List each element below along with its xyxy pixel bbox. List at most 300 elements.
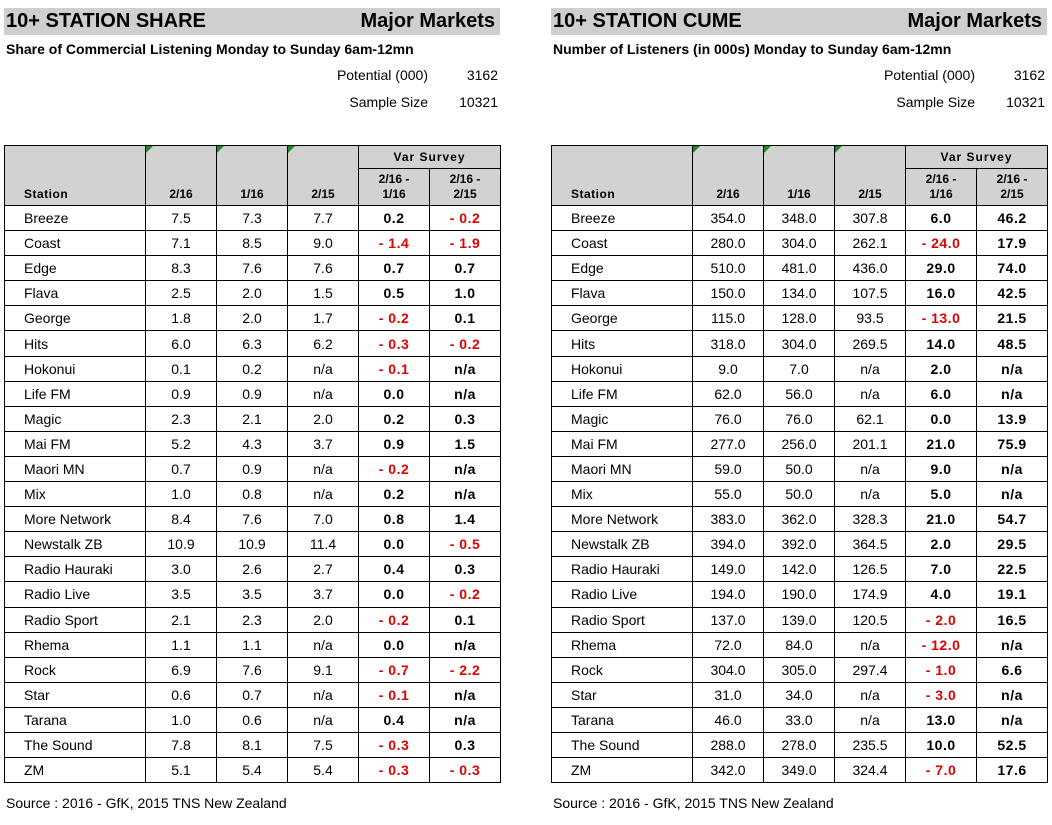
value-2-15: 364.5	[835, 532, 906, 557]
var-vs-1-16: 2.0	[906, 532, 977, 557]
table-row	[5, 381, 501, 406]
var-vs-2-15: 19.1	[977, 582, 1048, 607]
value-2-16: 6.0	[146, 331, 217, 356]
var-vs-2-15: n/a	[430, 632, 501, 657]
value-2-16: 7.1	[146, 231, 217, 256]
value-2-15: n/a	[288, 356, 359, 381]
table-row	[5, 356, 501, 381]
share-title: 10+ STATION SHARE	[6, 10, 206, 32]
value-1-16: 7.6	[217, 256, 288, 281]
var-vs-2-15: 22.5	[977, 557, 1048, 582]
value-1-16: 34.0	[764, 682, 835, 707]
value-2-16: 8.4	[146, 507, 217, 532]
value-2-15: 120.5	[835, 607, 906, 632]
var-vs-1-16: - 0.2	[359, 456, 430, 481]
var-vs-2-15: 21.5	[977, 306, 1048, 331]
table-row	[5, 657, 501, 682]
table-row	[5, 482, 501, 507]
value-2-15: 5.4	[288, 758, 359, 783]
table-row	[5, 632, 501, 657]
table-row	[5, 231, 501, 256]
value-2-16: 383.0	[693, 507, 764, 532]
station-name: Radio Live	[5, 582, 146, 607]
var-vs-1-16: 0.0	[359, 632, 430, 657]
station-name: Breeze	[552, 206, 693, 231]
share-panel	[4, 8, 500, 779]
table-row	[552, 758, 1048, 783]
station-name: The Sound	[5, 732, 146, 757]
cume-subtitle: Number of Listeners (in 000s) Monday to Sunday 6am-12mn	[553, 41, 952, 57]
station-name: Radio Hauraki	[552, 557, 693, 582]
table-row	[552, 356, 1048, 381]
sample-size-label: Sample Size	[349, 93, 428, 110]
value-2-15: 62.1	[835, 406, 906, 431]
station-name: Radio Sport	[552, 607, 693, 632]
value-2-15: 2.0	[288, 607, 359, 632]
cume-table-header	[552, 146, 1048, 206]
value-2-16: 2.3	[146, 406, 217, 431]
var-vs-1-16: - 0.1	[359, 356, 430, 381]
var-vs-2-15: 17.6	[977, 758, 1048, 783]
value-2-15: 107.5	[835, 281, 906, 306]
var-vs-2-15: 6.6	[977, 657, 1048, 682]
value-1-16: 256.0	[764, 431, 835, 456]
value-1-16: 348.0	[764, 206, 835, 231]
station-name: Rock	[552, 657, 693, 682]
table-row	[552, 657, 1048, 682]
value-1-16: 278.0	[764, 732, 835, 757]
var-vs-2-15: 75.9	[977, 431, 1048, 456]
value-2-15: 7.7	[288, 206, 359, 231]
station-name: Maori MN	[552, 456, 693, 481]
period-2-16-header: 2/16	[693, 146, 764, 206]
var-survey-header: Var Survey	[359, 146, 501, 169]
value-1-16: 0.7	[217, 682, 288, 707]
period-1-16-header: 1/16	[764, 146, 835, 206]
var-vs-1-16: 0.9	[359, 431, 430, 456]
share-table	[4, 145, 501, 783]
comment-marker-icon	[146, 146, 153, 153]
table-row	[552, 231, 1048, 256]
var-vs-1-16: 0.5	[359, 281, 430, 306]
station-name: Life FM	[5, 381, 146, 406]
value-1-16: 362.0	[764, 507, 835, 532]
table-row	[552, 431, 1048, 456]
value-1-16: 134.0	[764, 281, 835, 306]
cume-source-note: Source : 2016 - GfK, 2015 TNS New Zealand	[553, 795, 834, 811]
value-2-16: 7.5	[146, 206, 217, 231]
value-2-15: 11.4	[288, 532, 359, 557]
cume-title-bar	[551, 8, 1047, 35]
value-1-16: 1.1	[217, 632, 288, 657]
cume-table-body	[552, 206, 1048, 783]
station-column-header: Station	[5, 146, 146, 206]
table-row	[5, 306, 501, 331]
table-row	[5, 682, 501, 707]
value-2-15: 436.0	[835, 256, 906, 281]
table-row	[552, 206, 1048, 231]
value-1-16: 3.5	[217, 582, 288, 607]
table-row	[5, 431, 501, 456]
station-name: Hits	[5, 331, 146, 356]
value-2-16: 62.0	[693, 381, 764, 406]
value-1-16: 0.8	[217, 482, 288, 507]
sample-size-value: 10321	[1006, 93, 1045, 110]
var-vs-2-15: n/a	[977, 682, 1048, 707]
value-2-15: 7.0	[288, 507, 359, 532]
value-2-16: 2.5	[146, 281, 217, 306]
value-1-16: 2.0	[217, 306, 288, 331]
table-row	[5, 331, 501, 356]
var-vs-1-16: 6.0	[906, 381, 977, 406]
var-vs-2-15: 17.9	[977, 231, 1048, 256]
var-vs-2-15: - 0.2	[430, 331, 501, 356]
table-row	[5, 582, 501, 607]
comment-marker-icon	[835, 146, 842, 153]
var-vs-2-15: 46.2	[977, 206, 1048, 231]
period-2-15-header: 2/15	[835, 146, 906, 206]
value-2-15: n/a	[288, 632, 359, 657]
value-1-16: 7.3	[217, 206, 288, 231]
value-2-15: 9.0	[288, 231, 359, 256]
var-vs-1-16: 0.2	[359, 406, 430, 431]
value-1-16: 0.9	[217, 456, 288, 481]
value-1-16: 2.0	[217, 281, 288, 306]
table-row	[5, 532, 501, 557]
var-vs-1-16: - 0.1	[359, 682, 430, 707]
var-vs-2-15: 29.5	[977, 532, 1048, 557]
station-name: Rhema	[552, 632, 693, 657]
var-vs-2-15: 74.0	[977, 256, 1048, 281]
period-2-16-header: 2/16	[146, 146, 217, 206]
value-2-15: 201.1	[835, 431, 906, 456]
value-2-16: 1.1	[146, 632, 217, 657]
share-table-header	[5, 146, 501, 206]
station-name: Mai FM	[5, 431, 146, 456]
station-name: Newstalk ZB	[552, 532, 693, 557]
table-row	[5, 707, 501, 732]
table-row	[5, 456, 501, 481]
var-vs-2-15: 0.1	[430, 306, 501, 331]
var-vs-1-16: - 0.7	[359, 657, 430, 682]
value-2-15: 7.5	[288, 732, 359, 757]
var-vs-1-16: 21.0	[906, 431, 977, 456]
value-2-16: 318.0	[693, 331, 764, 356]
var-vs-2-15: - 0.2	[430, 206, 501, 231]
value-2-16: 3.0	[146, 557, 217, 582]
value-1-16: 7.6	[217, 657, 288, 682]
comment-marker-icon	[693, 146, 700, 153]
station-name: Star	[5, 682, 146, 707]
var-vs-2-15: 48.5	[977, 331, 1048, 356]
var-vs-1-16: 29.0	[906, 256, 977, 281]
var-vs-1-16: 0.0	[359, 532, 430, 557]
value-2-16: 55.0	[693, 482, 764, 507]
value-1-16: 0.2	[217, 356, 288, 381]
var-vs-1-16: - 0.3	[359, 758, 430, 783]
value-2-16: 149.0	[693, 557, 764, 582]
value-2-15: 235.5	[835, 732, 906, 757]
table-row	[552, 707, 1048, 732]
var-vs-1-16: - 0.2	[359, 306, 430, 331]
value-2-16: 342.0	[693, 758, 764, 783]
var-2-16-vs-2-15-header: 2/16 - 2/15	[430, 169, 501, 206]
table-row	[552, 256, 1048, 281]
value-2-15: 307.8	[835, 206, 906, 231]
value-2-16: 1.8	[146, 306, 217, 331]
table-row	[5, 758, 501, 783]
var-vs-1-16: 14.0	[906, 331, 977, 356]
var-vs-1-16: 2.0	[906, 356, 977, 381]
table-row	[552, 482, 1048, 507]
var-vs-1-16: 10.0	[906, 732, 977, 757]
value-1-16: 56.0	[764, 381, 835, 406]
var-vs-2-15: n/a	[977, 632, 1048, 657]
share-sample-row	[4, 88, 500, 115]
value-2-16: 10.9	[146, 532, 217, 557]
var-vs-2-15: 13.9	[977, 406, 1048, 431]
station-name: Star	[552, 682, 693, 707]
var-vs-2-15: 0.1	[430, 607, 501, 632]
table-row	[552, 406, 1048, 431]
value-2-16: 510.0	[693, 256, 764, 281]
var-vs-1-16: 0.0	[906, 406, 977, 431]
value-1-16: 10.9	[217, 532, 288, 557]
var-vs-2-15: 0.7	[430, 256, 501, 281]
var-vs-1-16: 6.0	[906, 206, 977, 231]
station-name: Mix	[552, 482, 693, 507]
value-2-16: 354.0	[693, 206, 764, 231]
var-2-16-vs-1-16-header: 2/16 - 1/16	[906, 169, 977, 206]
var-vs-1-16: 0.4	[359, 557, 430, 582]
value-1-16: 0.6	[217, 707, 288, 732]
station-name: Hokonui	[5, 356, 146, 381]
value-2-16: 59.0	[693, 456, 764, 481]
var-vs-1-16: - 0.3	[359, 331, 430, 356]
value-1-16: 5.4	[217, 758, 288, 783]
value-2-15: 269.5	[835, 331, 906, 356]
var-vs-1-16: - 7.0	[906, 758, 977, 783]
var-vs-2-15: 1.0	[430, 281, 501, 306]
var-vs-1-16: - 13.0	[906, 306, 977, 331]
table-row	[552, 732, 1048, 757]
station-name: Mix	[5, 482, 146, 507]
station-name: George	[5, 306, 146, 331]
value-2-15: 1.7	[288, 306, 359, 331]
value-2-15: 3.7	[288, 582, 359, 607]
value-1-16: 50.0	[764, 482, 835, 507]
station-column-header: Station	[552, 146, 693, 206]
share-meta	[4, 61, 500, 115]
value-1-16: 481.0	[764, 256, 835, 281]
var-vs-1-16: 0.2	[359, 206, 430, 231]
table-row	[5, 732, 501, 757]
var-vs-2-15: - 0.5	[430, 532, 501, 557]
var-vs-1-16: - 1.0	[906, 657, 977, 682]
comment-marker-icon	[217, 146, 224, 153]
var-vs-1-16: 0.0	[359, 582, 430, 607]
table-row	[552, 582, 1048, 607]
potential-label: Potential (000)	[883, 66, 975, 83]
value-2-15: 93.5	[835, 306, 906, 331]
value-2-16: 0.7	[146, 456, 217, 481]
station-name: Tarana	[552, 707, 693, 732]
station-name: Flava	[5, 281, 146, 306]
var-vs-2-15: n/a	[430, 682, 501, 707]
var-vs-1-16: - 12.0	[906, 632, 977, 657]
var-vs-2-15: n/a	[430, 482, 501, 507]
var-vs-2-15: 54.7	[977, 507, 1048, 532]
station-name: George	[552, 306, 693, 331]
value-1-16: 128.0	[764, 306, 835, 331]
var-vs-2-15: n/a	[977, 707, 1048, 732]
value-2-16: 115.0	[693, 306, 764, 331]
table-row	[552, 456, 1048, 481]
value-2-15: 324.4	[835, 758, 906, 783]
var-vs-2-15: n/a	[430, 356, 501, 381]
value-2-15: 297.4	[835, 657, 906, 682]
var-vs-1-16: 5.0	[906, 482, 977, 507]
value-2-16: 6.9	[146, 657, 217, 682]
value-2-16: 394.0	[693, 532, 764, 557]
table-row	[552, 532, 1048, 557]
var-vs-1-16: 0.0	[359, 381, 430, 406]
value-1-16: 8.5	[217, 231, 288, 256]
station-name: Flava	[552, 281, 693, 306]
station-name: Hits	[552, 331, 693, 356]
value-2-15: n/a	[835, 682, 906, 707]
share-table-body	[5, 206, 501, 783]
value-2-15: 126.5	[835, 557, 906, 582]
var-2-16-vs-1-16-header: 2/16 - 1/16	[359, 169, 430, 206]
cume-market-label: Major Markets	[907, 10, 1042, 32]
table-row	[552, 381, 1048, 406]
station-name: Breeze	[5, 206, 146, 231]
value-2-16: 277.0	[693, 431, 764, 456]
var-vs-1-16: 21.0	[906, 507, 977, 532]
var-vs-1-16: 16.0	[906, 281, 977, 306]
value-2-16: 76.0	[693, 406, 764, 431]
table-row	[5, 406, 501, 431]
share-market-label: Major Markets	[360, 10, 495, 32]
station-name: Radio Hauraki	[5, 557, 146, 582]
value-1-16: 7.0	[764, 356, 835, 381]
var-vs-2-15: 16.5	[977, 607, 1048, 632]
value-1-16: 2.3	[217, 607, 288, 632]
value-2-15: 262.1	[835, 231, 906, 256]
var-vs-1-16: 0.7	[359, 256, 430, 281]
value-1-16: 349.0	[764, 758, 835, 783]
table-row	[5, 557, 501, 582]
value-2-15: 1.5	[288, 281, 359, 306]
station-name: More Network	[552, 507, 693, 532]
var-vs-2-15: - 1.9	[430, 231, 501, 256]
table-row	[552, 331, 1048, 356]
value-2-15: n/a	[288, 381, 359, 406]
var-vs-2-15: n/a	[977, 456, 1048, 481]
value-2-16: 72.0	[693, 632, 764, 657]
share-title-bar	[4, 8, 500, 35]
value-2-16: 8.3	[146, 256, 217, 281]
value-2-16: 3.5	[146, 582, 217, 607]
var-vs-2-15: 1.5	[430, 431, 501, 456]
value-2-15: 2.0	[288, 406, 359, 431]
var-vs-2-15: - 0.2	[430, 582, 501, 607]
table-row	[5, 607, 501, 632]
value-2-15: n/a	[835, 381, 906, 406]
station-name: Tarana	[5, 707, 146, 732]
value-2-16: 1.0	[146, 482, 217, 507]
table-row	[5, 507, 501, 532]
var-survey-header: Var Survey	[906, 146, 1048, 169]
value-2-16: 280.0	[693, 231, 764, 256]
station-name: Life FM	[552, 381, 693, 406]
value-1-16: 305.0	[764, 657, 835, 682]
value-2-16: 7.8	[146, 732, 217, 757]
value-1-16: 33.0	[764, 707, 835, 732]
table-row	[552, 682, 1048, 707]
var-vs-1-16: 13.0	[906, 707, 977, 732]
value-1-16: 7.6	[217, 507, 288, 532]
var-vs-2-15: n/a	[977, 381, 1048, 406]
var-vs-2-15: 0.3	[430, 732, 501, 757]
station-name: Rhema	[5, 632, 146, 657]
var-2-16-vs-2-15-header: 2/16 - 2/15	[977, 169, 1048, 206]
var-vs-1-16: 9.0	[906, 456, 977, 481]
value-2-16: 5.1	[146, 758, 217, 783]
table-row	[5, 256, 501, 281]
station-name: Maori MN	[5, 456, 146, 481]
station-name: More Network	[5, 507, 146, 532]
cume-table	[551, 145, 1048, 783]
var-vs-1-16: 0.2	[359, 482, 430, 507]
station-name: Magic	[5, 406, 146, 431]
value-2-15: n/a	[288, 682, 359, 707]
value-2-16: 0.6	[146, 682, 217, 707]
value-2-16: 304.0	[693, 657, 764, 682]
value-1-16: 76.0	[764, 406, 835, 431]
var-vs-2-15: 0.3	[430, 406, 501, 431]
value-1-16: 142.0	[764, 557, 835, 582]
value-2-15: 2.7	[288, 557, 359, 582]
value-1-16: 190.0	[764, 582, 835, 607]
value-2-16: 0.9	[146, 381, 217, 406]
station-name: The Sound	[552, 732, 693, 757]
cume-sample-row	[551, 88, 1047, 115]
value-2-15: 174.9	[835, 582, 906, 607]
var-vs-2-15: n/a	[430, 381, 501, 406]
potential-value: 3162	[466, 66, 498, 83]
value-2-15: n/a	[288, 482, 359, 507]
value-2-15: n/a	[835, 632, 906, 657]
sample-size-label: Sample Size	[896, 93, 975, 110]
value-2-16: 2.1	[146, 607, 217, 632]
var-vs-2-15: 1.4	[430, 507, 501, 532]
value-1-16: 4.3	[217, 431, 288, 456]
var-vs-1-16: - 0.3	[359, 732, 430, 757]
var-vs-1-16: - 1.4	[359, 231, 430, 256]
share-source-note: Source : 2016 - GfK, 2015 TNS New Zealand	[6, 795, 287, 811]
station-name: Mai FM	[552, 431, 693, 456]
value-2-16: 137.0	[693, 607, 764, 632]
value-2-16: 46.0	[693, 707, 764, 732]
value-2-15: n/a	[288, 707, 359, 732]
var-vs-1-16: - 2.0	[906, 607, 977, 632]
period-2-15-header: 2/15	[288, 146, 359, 206]
value-1-16: 2.1	[217, 406, 288, 431]
station-name: Hokonui	[552, 356, 693, 381]
value-2-15: 328.3	[835, 507, 906, 532]
